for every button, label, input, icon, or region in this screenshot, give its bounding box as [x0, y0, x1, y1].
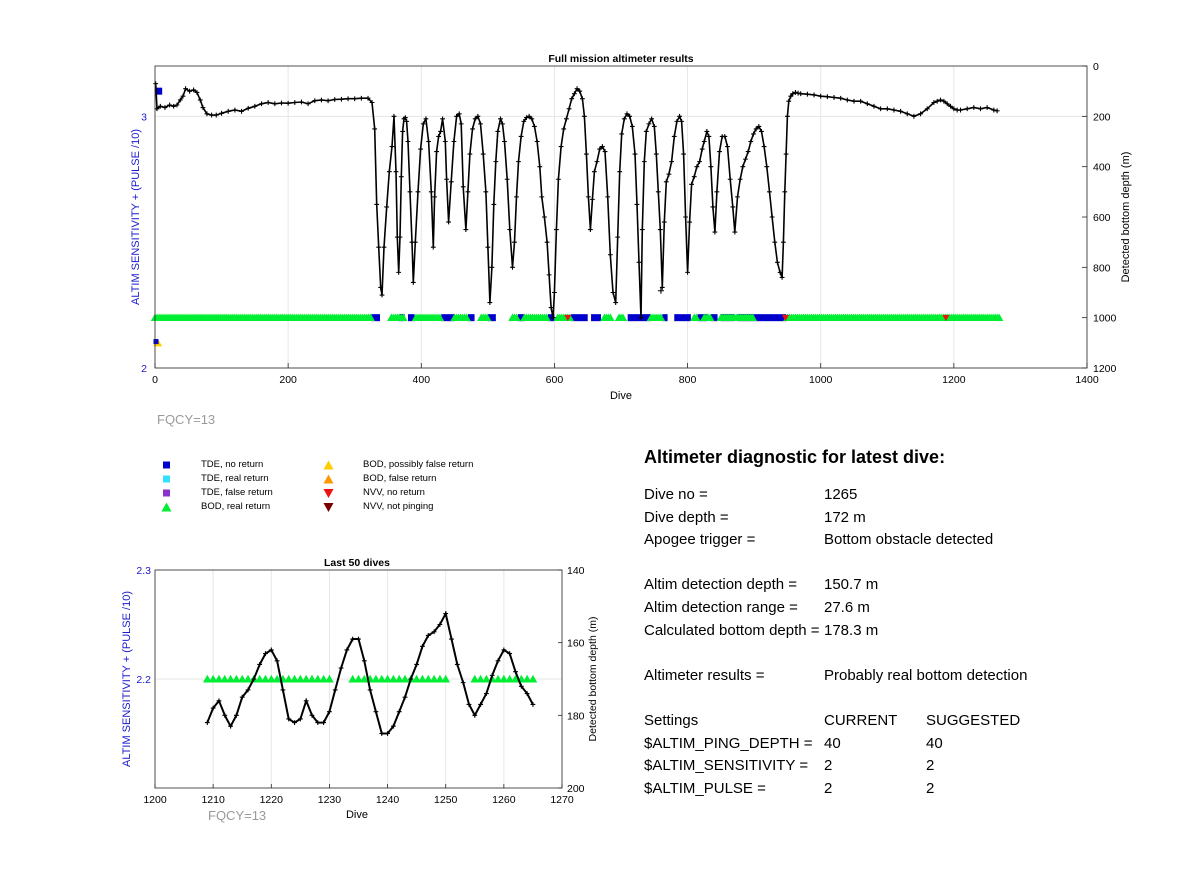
triangle-up-marker-icon [322, 473, 334, 485]
y-right-tick-label: 1000 [1093, 312, 1117, 325]
y-right-tick-label: 400 [1093, 161, 1111, 174]
sensitivity-suggested: 2 [926, 757, 935, 775]
x-tick-label: 200 [279, 374, 297, 386]
top-chart-title: Full mission altimeter results [548, 53, 694, 65]
top-x-axis-label: Dive [609, 390, 633, 402]
ping-depth-suggested: 40 [926, 734, 943, 752]
tde-no-return-marker [754, 314, 786, 321]
x-tick-label: 1220 [259, 794, 283, 806]
legend-label: TDE, false return [201, 487, 273, 498]
calc-depth-label: Calculated bottom depth = [644, 621, 820, 639]
settings-header-row [644, 710, 1164, 733]
legend [160, 458, 520, 518]
legend-label: BOD, false return [363, 473, 437, 484]
bottom-x-axis-label: Dive [345, 809, 369, 821]
pulse-row [644, 778, 1164, 801]
full-mission-chart [130, 53, 1132, 402]
legend-label: NVV, no return [363, 487, 425, 498]
apogee-row [644, 529, 1164, 552]
dive-no-label: Dive no = [644, 486, 708, 503]
bottom-chart-title: Last 50 dives [324, 557, 390, 569]
x-tick-label: 1000 [809, 374, 833, 386]
dive-depth-value: 172 m [824, 508, 866, 526]
x-tick-label: 1200 [143, 794, 167, 806]
x-tick-label: 1400 [1075, 374, 1099, 386]
pulse-suggested: 2 [926, 779, 935, 797]
dive-no-row [644, 484, 1164, 507]
bottom-left-axis-label: ALTIM SENSITIVITY + (PULSE /10) [121, 591, 133, 767]
y-right-tick-label: 140 [567, 565, 585, 577]
legend-label: NVV, not pinging [363, 501, 434, 512]
x-tick-label: 1240 [375, 794, 400, 806]
square-marker-icon [160, 487, 172, 499]
x-tick-label: 800 [678, 374, 697, 386]
triangle-up-marker-icon [322, 459, 334, 471]
results-value: Probably real bottom detection [824, 666, 1028, 684]
ping-depth-row [644, 733, 1164, 756]
legend-label: TDE, no return [201, 459, 264, 470]
x-tick-label: 1260 [492, 794, 516, 806]
apogee-value: Bottom obstacle detected [824, 531, 994, 549]
diagnostic-title: Altimeter diagnostic for latest dive: [644, 447, 946, 467]
y-left-tick-label: 2.2 [136, 674, 151, 686]
x-tick-label: 0 [152, 374, 158, 386]
ping-depth-label: $ALTIM_PING_DEPTH = [644, 734, 813, 752]
square-marker-icon [160, 473, 172, 485]
sensitivity-row [644, 755, 1164, 778]
x-tick-label: 1270 [550, 794, 574, 806]
y-right-tick-label: 200 [1093, 111, 1111, 124]
y-right-tick-label: 180 [567, 710, 585, 723]
ping-depth-current: 40 [824, 734, 841, 752]
apogee-label: Apogee trigger = [644, 531, 756, 549]
x-tick-label: 600 [545, 374, 564, 386]
bottom-right-axis-label: Detected bottom depth (m) [587, 616, 599, 742]
altim-depth-value: 150.7 m [824, 576, 879, 594]
triangle-up-marker-icon [160, 501, 172, 513]
sensitivity-label: $ALTIM_SENSITIVITY = [644, 757, 809, 775]
results-label: Altimeter results = [644, 666, 765, 684]
current-label: CURRENT [824, 711, 898, 729]
y-right-tick-label: 160 [567, 637, 585, 650]
tde-no-return-marker [591, 314, 601, 321]
x-tick-label: 1230 [317, 794, 342, 806]
fqcy-bottom-label: FQCY=13 [208, 808, 267, 823]
x-tick-label: 400 [412, 374, 431, 386]
results-row [644, 665, 1164, 688]
legend-label: TDE, real return [201, 473, 269, 484]
y-right-tick-label: 200 [567, 783, 585, 795]
diagnostic-panel [644, 444, 1164, 800]
y-right-tick-label: 0 [1093, 61, 1099, 73]
dive-depth-row [644, 507, 1164, 530]
triangle-down-marker-icon [322, 501, 334, 513]
legend-label: BOD, possibly false return [363, 459, 474, 470]
tde-no-return-marker [154, 339, 159, 344]
y-right-tick-label: 800 [1093, 262, 1111, 275]
y-left-tick-label: 2.3 [136, 565, 151, 577]
pulse-current: 2 [824, 779, 833, 797]
altim-depth-row [644, 574, 1164, 597]
altim-range-value: 27.6 m [824, 598, 870, 616]
y-right-tick-label: 1200 [1093, 363, 1117, 375]
triangle-down-marker-icon [322, 487, 334, 499]
calc-depth-row [644, 620, 1164, 643]
fqcy-top-label: FQCY=13 [157, 412, 216, 427]
altim-depth-label: Altim detection depth = [644, 576, 798, 594]
y-left-tick-label: 2 [141, 363, 147, 375]
y-right-tick-label: 600 [1093, 212, 1111, 224]
x-tick-label: 1200 [942, 374, 966, 386]
settings-label: Settings [644, 711, 699, 729]
top-left-axis-label: ALTIM SENSITIVITY + (PULSE /10) [130, 129, 142, 305]
calc-depth-value: 178.3 m [824, 621, 879, 639]
altim-range-label: Altim detection range = [644, 598, 798, 616]
altim-range-row [644, 597, 1164, 620]
tde-no-return-marker [571, 314, 588, 321]
dive-no-value: 1265 [824, 486, 858, 503]
sensitivity-current: 2 [824, 757, 833, 775]
x-tick-label: 1210 [201, 794, 225, 806]
y-left-tick-label: 3 [141, 111, 147, 124]
tde-no-return-marker [674, 314, 691, 321]
legend-label: BOD, real return [201, 501, 271, 512]
last-50-dives-chart [121, 557, 599, 821]
dive-depth-label: Dive depth = [644, 508, 729, 526]
square-marker-icon [160, 459, 172, 471]
pulse-label: $ALTIM_PULSE = [644, 779, 766, 797]
x-tick-label: 1250 [434, 794, 458, 806]
top-right-axis-label: Detected bottom depth (m) [1120, 151, 1132, 283]
suggested-label: SUGGESTED [926, 711, 1021, 729]
